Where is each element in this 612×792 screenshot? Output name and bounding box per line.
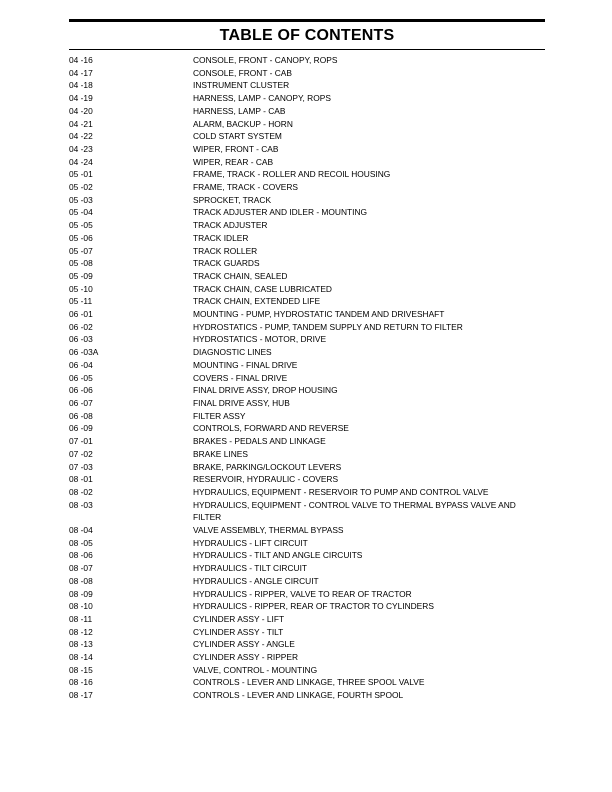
toc-entry-title: FRAME, TRACK - ROLLER AND RECOIL HOUSING (193, 169, 391, 180)
toc-entry[interactable] (69, 486, 545, 499)
toc-entry-number: 05 -02 (69, 182, 93, 193)
toc-entry[interactable] (69, 499, 545, 524)
toc-entry[interactable] (69, 562, 545, 575)
toc-entry[interactable] (69, 156, 545, 169)
toc-entry-number: 04 -17 (69, 67, 93, 78)
top-rule (69, 19, 545, 22)
toc-entry-number: 08 -02 (69, 486, 93, 497)
toc-entry-number: 04 -24 (69, 156, 93, 167)
toc-entry-number: 05 -11 (69, 296, 93, 307)
toc-entry[interactable] (69, 537, 545, 550)
toc-entry-title: CONTROLS, FORWARD AND REVERSE (193, 423, 349, 434)
toc-entry-number: 08 -03 (69, 499, 93, 510)
toc-entry-number: 04 -18 (69, 80, 93, 91)
toc-entry-title: CYLINDER ASSY - TILT (193, 626, 284, 637)
toc-entry-number: 06 -03 (69, 334, 93, 345)
toc-entry[interactable] (69, 638, 545, 651)
toc-entry[interactable] (69, 92, 545, 105)
toc-entry[interactable] (69, 664, 545, 677)
toc-entry-title: RESERVOIR, HYDRAULIC - COVERS (193, 474, 339, 485)
toc-entry[interactable] (69, 283, 545, 296)
toc-entry[interactable] (69, 461, 545, 474)
toc-entry-title: HYDRAULICS - LIFT CIRCUIT (193, 537, 308, 548)
toc-entry[interactable] (69, 600, 545, 613)
toc-entry-number: 08 -16 (69, 677, 93, 688)
toc-entry-title: HYDRAULICS - RIPPER, REAR OF TRACTOR TO CYLINDERS (193, 601, 434, 612)
toc-entry[interactable] (69, 448, 545, 461)
toc-entry-number: 04 -19 (69, 93, 93, 104)
toc-entry-number: 05 -09 (69, 270, 93, 281)
toc-entry[interactable] (69, 346, 545, 359)
toc-entry[interactable] (69, 613, 545, 626)
toc-entry-title: HARNESS, LAMP - CAB (193, 105, 286, 116)
toc-entry-title: HYDRAULICS - TILT CIRCUIT (193, 563, 308, 574)
toc-entry[interactable] (69, 435, 545, 448)
toc-entry-number: 06 -04 (69, 359, 93, 370)
toc-entry[interactable] (69, 308, 545, 321)
toc-entry[interactable] (69, 219, 545, 232)
toc-entry[interactable] (69, 206, 545, 219)
toc-entry[interactable] (69, 168, 545, 181)
toc-entry-title: CONSOLE, FRONT - CANOPY, ROPS (193, 55, 338, 65)
toc-entry-title: VALVE, CONTROL - MOUNTING (193, 664, 318, 675)
toc-entry-title: FINAL DRIVE ASSY, DROP HOUSING (193, 385, 338, 396)
title-rule (69, 49, 545, 50)
toc-entry-title: HYDRAULICS - ANGLE CIRCUIT (193, 575, 319, 586)
toc-entry-number: 05 -01 (69, 169, 93, 180)
toc-entry-title: TRACK CHAIN, SEALED (193, 270, 288, 281)
toc-entry-number: 08 -04 (69, 525, 93, 536)
toc-entry[interactable] (69, 588, 545, 601)
toc-entry[interactable] (69, 626, 545, 639)
toc-entry-title: TRACK CHAIN, EXTENDED LIFE (193, 296, 321, 307)
toc-entry-number: 06 -06 (69, 385, 93, 396)
toc-entry[interactable] (69, 232, 545, 245)
toc-entry-number: 07 -03 (69, 461, 93, 472)
toc-entry[interactable] (69, 257, 545, 270)
toc-entry-number: 08 -09 (69, 588, 93, 599)
toc-entry-title: VALVE ASSEMBLY, THERMAL BYPASS (193, 525, 344, 536)
toc-entry-title: WIPER, FRONT - CAB (193, 143, 279, 154)
toc-entry-number: 08 -11 (69, 613, 93, 624)
toc-entry-number: 04 -16 (69, 55, 93, 65)
toc-entry-title: WIPER, REAR - CAB (193, 156, 274, 167)
toc-entry-title: DIAGNOSTIC LINES (193, 347, 272, 358)
toc-entry[interactable] (69, 67, 545, 80)
toc-entry-title: TRACK ADJUSTER AND IDLER - MOUNTING (193, 207, 368, 218)
toc-entry-number: 08 -06 (69, 550, 93, 561)
toc-entry[interactable] (69, 689, 545, 702)
toc-entry-number: 07 -01 (69, 436, 93, 447)
toc-entry-title: HYDRAULICS, EQUIPMENT - CONTROL VALVE TO THERMAL BYPASS VALVE AND FILTER (193, 499, 516, 523)
toc-entry-title: CYLINDER ASSY - ANGLE (193, 639, 295, 650)
toc-entry[interactable] (69, 295, 545, 308)
toc-entry[interactable] (69, 676, 545, 689)
toc-entry-title: INSTRUMENT CLUSTER (193, 80, 290, 91)
toc-entry[interactable] (69, 270, 545, 283)
toc-entry-number: 08 -05 (69, 537, 93, 548)
toc-list (69, 54, 545, 702)
toc-entry-number: 05 -03 (69, 194, 93, 205)
toc-entry[interactable] (69, 473, 545, 486)
toc-entry-number: 05 -05 (69, 220, 93, 231)
toc-entry-title: BRAKES - PEDALS AND LINKAGE (193, 436, 326, 447)
toc-entry[interactable] (69, 54, 545, 67)
toc-entry-number: 08 -13 (69, 639, 93, 650)
toc-entry-title: HYDRAULICS - TILT AND ANGLE CIRCUITS (193, 550, 363, 561)
toc-entry-number: 06 -01 (69, 309, 93, 320)
toc-entry-number: 08 -15 (69, 664, 93, 675)
page-title: TABLE OF CONTENTS (219, 27, 395, 44)
toc-entry-title: HYDRAULICS, EQUIPMENT - RESERVOIR TO PUMP AND CONTROL VALVE (193, 486, 489, 497)
toc-entry[interactable] (69, 105, 545, 118)
toc-entry-number: 08 -17 (69, 690, 93, 701)
toc-entry[interactable] (69, 651, 545, 664)
toc-entry-title: TRACK GUARDS (193, 258, 260, 269)
toc-entry-number: 08 -10 (69, 601, 93, 612)
toc-entry-number: 05 -07 (69, 245, 93, 256)
toc-entry-title: TRACK ADJUSTER (193, 220, 268, 231)
toc-entry-title: MOUNTING - FINAL DRIVE (193, 359, 298, 370)
toc-entry-title: HYDROSTATICS - PUMP, TANDEM SUPPLY AND RETURN TO FILTER (193, 321, 463, 332)
toc-entry-number: 05 -06 (69, 232, 93, 243)
toc-entry[interactable] (69, 321, 545, 334)
toc-entry-title: SPROCKET, TRACK (193, 194, 272, 205)
toc-entry[interactable] (69, 181, 545, 194)
toc-entry-number: 08 -08 (69, 575, 93, 586)
toc-entry-title: BRAKE LINES (193, 448, 248, 459)
toc-entry-title: TRACK IDLER (193, 232, 249, 243)
toc-entry[interactable] (69, 549, 545, 562)
toc-entry-title: COVERS - FINAL DRIVE (193, 372, 288, 383)
toc-entry-title: ALARM, BACKUP - HORN (193, 118, 293, 129)
toc-entry[interactable] (69, 410, 545, 423)
toc-entry-title: TRACK CHAIN, CASE LUBRICATED (193, 283, 332, 294)
toc-entry-number: 05 -04 (69, 207, 93, 218)
toc-entry-number: 04 -21 (69, 118, 93, 129)
toc-entry-number: 05 -10 (69, 283, 93, 294)
toc-entry-title: BRAKE, PARKING/LOCKOUT LEVERS (193, 461, 342, 472)
toc-entry[interactable] (69, 194, 545, 207)
toc-entry-title: CYLINDER ASSY - RIPPER (193, 652, 299, 663)
toc-entry-number: 04 -22 (69, 131, 93, 142)
toc-entry[interactable] (69, 79, 545, 92)
toc-entry-title: CONSOLE, FRONT - CAB (193, 67, 292, 78)
toc-entry[interactable] (69, 333, 545, 346)
toc-entry-title: FINAL DRIVE ASSY, HUB (193, 397, 290, 408)
toc-entry-number: 06 -09 (69, 423, 93, 434)
toc-entry[interactable] (69, 130, 545, 143)
toc-entry-number: 06 -08 (69, 410, 93, 421)
toc-entry-title: CONTROLS - LEVER AND LINKAGE, THREE SPOOL VALVE (193, 677, 425, 688)
toc-entry-number: 08 -01 (69, 474, 93, 485)
toc-entry[interactable] (69, 524, 545, 537)
toc-entry[interactable] (69, 372, 545, 385)
toc-entry-title: COLD START SYSTEM (193, 131, 282, 142)
toc-entry-number: 04 -23 (69, 143, 93, 154)
toc-entry-title: TRACK ROLLER (193, 245, 258, 256)
toc-entry[interactable] (69, 359, 545, 372)
toc-entry[interactable] (69, 397, 545, 410)
toc-entry[interactable] (69, 575, 545, 588)
toc-entry-number: 06 -05 (69, 372, 93, 383)
toc-entry-number: 06 -07 (69, 397, 93, 408)
toc-entry[interactable] (69, 143, 545, 156)
toc-entry[interactable] (69, 118, 545, 131)
toc-entry-number: 08 -14 (69, 652, 93, 663)
toc-entry-number: 04 -20 (69, 105, 93, 116)
toc-entry-title: FRAME, TRACK - COVERS (193, 182, 299, 193)
toc-entry-number: 06 -02 (69, 321, 93, 332)
toc-entry-number: 08 -12 (69, 626, 93, 637)
toc-entry-title: HARNESS, LAMP - CANOPY, ROPS (193, 93, 331, 104)
toc-entry-title: CYLINDER ASSY - LIFT (193, 613, 285, 624)
toc-entry-title: MOUNTING - PUMP, HYDROSTATIC TANDEM AND DRIVESHAFT (193, 309, 445, 320)
toc-entry-number: 08 -07 (69, 563, 93, 574)
toc-entry-title: HYDROSTATICS - MOTOR, DRIVE (193, 334, 327, 345)
toc-entry-title: FILTER ASSY (193, 410, 246, 421)
toc-entry-title: HYDRAULICS - RIPPER, VALVE TO REAR OF TRACTOR (193, 588, 412, 599)
toc-entry[interactable] (69, 422, 545, 435)
toc-entry[interactable] (69, 384, 545, 397)
toc-entry[interactable] (69, 245, 545, 258)
toc-entry-number: 07 -02 (69, 448, 93, 459)
toc-entry-number: 05 -08 (69, 258, 93, 269)
toc-entry-title: CONTROLS - LEVER AND LINKAGE, FOURTH SPOOL (193, 690, 404, 701)
toc-entry-number: 06 -03A (69, 347, 99, 358)
